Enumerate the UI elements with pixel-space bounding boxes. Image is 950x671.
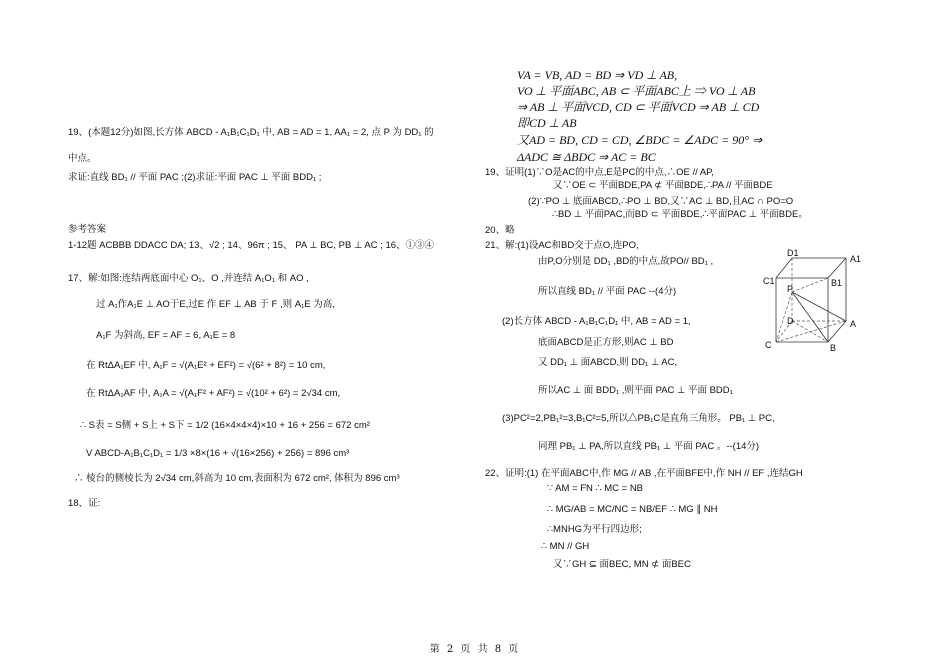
page-footer: 第 2 页 共 8 页	[429, 644, 521, 655]
label-D1: D1	[787, 248, 799, 258]
label-C: C	[765, 340, 772, 350]
s17-line4: 在 RtΔA₁EF 中, A₁F = √(A₁E² + EF²) = √(6² + 8²) = 10 cm,	[86, 360, 326, 371]
s22-line2: ∵ AM = FN ∴ MC = NB	[547, 483, 644, 494]
s21-line4: (2)长方体 ABCD - A₁B₁C₁D₁ 中, AB = AD = 1,	[502, 316, 691, 327]
s17-line1: 17、解:如图:连结两底面中心 O₁、O ,并连结 A₁O₁ 和 AO ,	[68, 273, 309, 284]
s19-line2: 又∵OE ⊂ 平面BDE,PA ⊄ 平面BDE,∴PA // 平面BDE	[553, 180, 773, 191]
label-P: P	[787, 284, 794, 294]
s17-line3: A₁F 为斜高, EF = AF = 6, A₁E = 8	[96, 330, 236, 341]
cuboid-figure	[762, 248, 867, 356]
s21-line9: 同理 PB₁ ⊥ PA,所以直线 PB₁ ⊥ 平面 PAC 。--(14分)	[538, 441, 760, 452]
s21-line8: (3)PC²=2,PB₁²=3,B₁C²=5,所以△PB₁C是直角三角形。 PB₁ ⊥ PC,	[502, 413, 775, 424]
label-C1: C1	[763, 276, 775, 286]
r-line5: 又AD = BD, CD = CD, ∠BDC = ∠ADC = 90° ⇒	[517, 133, 763, 147]
s21-line2: 由P,O分别是 DD₁ ,BD的中点,故PO// BD₁ ,	[538, 256, 714, 267]
s17-line5: 在 RtΔA₁AF 中, A₁A = √(A₁F² + AF²) = √(10² + 6²) = 2√34 cm,	[86, 388, 341, 399]
s21-line5: 底面ABCD是正方形,则AC ⊥ BD	[538, 337, 674, 348]
label-D: D	[787, 316, 794, 326]
answers-title: 参考答案	[68, 224, 107, 235]
label-B: B	[830, 343, 837, 353]
q19-problem-line3: 求证:直线 BD₁ // 平面 PAC ;(2)求证:平面 PAC ⊥ 平面 BDD₁ ;	[68, 172, 322, 183]
s17-line6: ∴ S表 = S侧 + S上 + S下 = 1/2 (16×4×4×4)×10 + 16 + 256 = 672 cm²	[80, 420, 370, 431]
s19-line4: ∴BD ⊥ 平面PAC,而BD ⊂ 平面BDE,∴平面PAC ⊥ 平面BDE。	[552, 209, 808, 220]
r-line3: ⇒ AB ⊥ 平面VCD, CD ⊂ 平面VCD ⇒ AB ⊥ CD	[517, 100, 760, 114]
r-line1: VA = VB, AD = BD ⇒ VD ⊥ AB,	[517, 68, 678, 82]
s21-line3: 所以直线 BD₁ // 平面 PAC --(4分)	[538, 286, 677, 297]
label-B1: B1	[831, 278, 843, 288]
s21-line6: 又 DD₁ ⊥ 面ABCD,则 DD₁ ⊥ AC,	[538, 357, 678, 368]
q19-problem-line2: 中点。	[68, 153, 97, 164]
q19-problem-line1: 19、(本题12分)如图,长方体 ABCD - A₁B₁C₁D₁ 中, AB = AD = 1, AA₁ = 2, 点 P 为 DD₁ 的	[68, 127, 434, 138]
answers-line: 1-12题 ACBBB DDACC DA; 13、√2 ; 14、96π ; 15、 PA ⊥ BC, PB ⊥ AC ; 16、①③④	[68, 240, 435, 251]
s19-line3: (2)∵PO ⊥ 底面ABCD,∴PO ⊥ BD,又∵AC ⊥ BD,且AC ∩ PO=O	[528, 196, 794, 207]
s17-line7: V ABCD-A₁B₁C₁D₁ = 1/3 ×8×(16 + √(16×256) + 256) = 896 cm³	[86, 448, 350, 459]
s21-line1: 21、解:(1)设AC和BD交于点O,连PO,	[485, 240, 639, 251]
s17-line8: ∴ 棱台的侧棱长为 2√34 cm,斜高为 10 cm,表面积为 672 cm², 体积为 896 cm³	[74, 473, 400, 484]
label-A: A	[850, 319, 857, 329]
s22-line6: 又∵GH ⊆ 面BEC, MN ⊄ 面BEC	[553, 559, 691, 570]
s22-line4: ∴MNHG为平行四边形;	[547, 524, 642, 535]
s17-line2: 过 A₁作A₁E ⊥ AO于E,过E 作 EF ⊥ AB 于 F ,则 A₁E 为高,	[96, 299, 335, 310]
r-line6: ΔADC ≅ ΔBDC ⇒ AC = BC	[517, 150, 656, 164]
s20-line: 20、略	[485, 225, 515, 236]
r-line2: VO ⊥ 平面ABC, AB ⊂ 平面ABC上 ⇒ VO ⊥ AB	[517, 84, 756, 98]
s22-line1: 22、证明:(1) 在平面ABC中,作 MG // AB ,在平面BFE中,作 NH // EF ,连结GH	[485, 468, 803, 479]
s22-line5: ∴ MN // GH	[541, 541, 590, 552]
label-A1: A1	[850, 254, 862, 264]
s21-line7: 所以AC ⊥ 面 BDD₁ ,则平面 PAC ⊥ 平面 BDD₁	[538, 385, 733, 396]
s19-line1: 19、证明(1)∵O是AC的中点,E是PC的中点,∴OE // AP,	[485, 167, 714, 178]
s18-line: 18、证:	[68, 498, 101, 509]
r-line4: 即CD ⊥ AB	[517, 116, 577, 130]
s22-line3: ∴ MG/AB = MC/NC = NB/EF ∴ MG ∥ NH	[547, 504, 718, 515]
